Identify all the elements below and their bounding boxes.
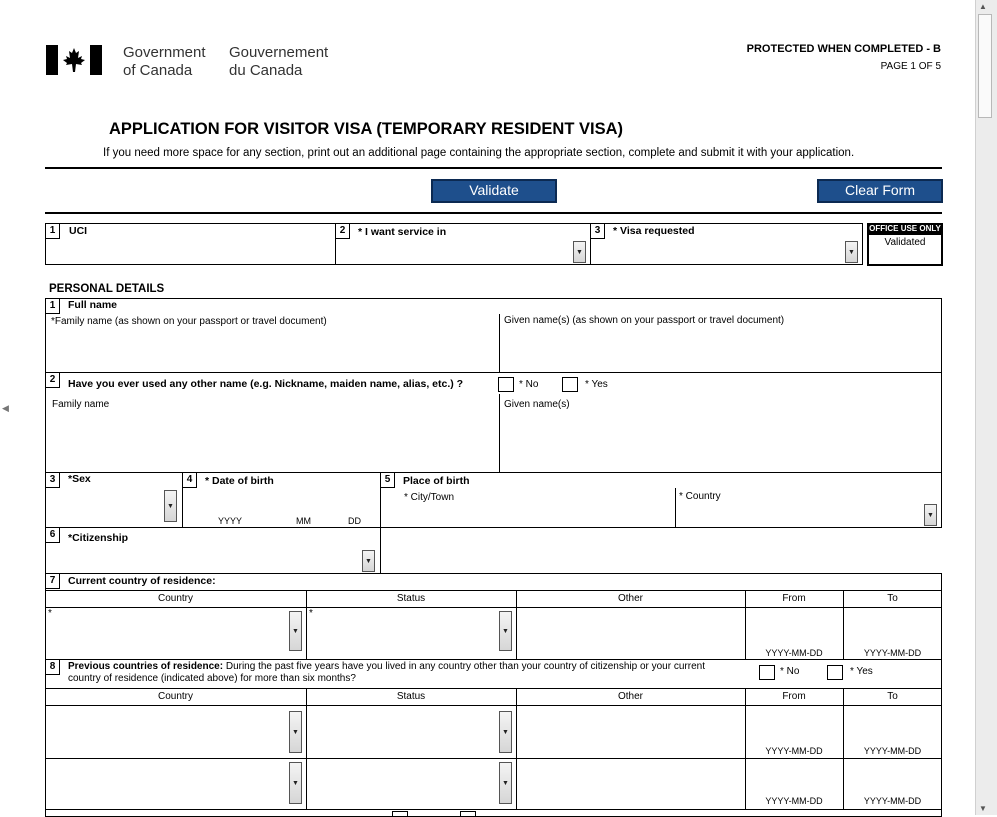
q7-col-to: To <box>887 593 898 604</box>
q8-vline-1 <box>306 688 307 810</box>
q8-row2-country-dropdown[interactable]: ▼ <box>289 762 302 804</box>
q8-header-top <box>45 688 942 689</box>
q8-vline-2 <box>516 688 517 810</box>
previous-residence-label-rest: During the past five years have you lived in any country other than your country of citizenship or your current <box>223 661 705 672</box>
visa-requested-dropdown[interactable]: ▼ <box>845 241 858 263</box>
citizenship-number: 6 <box>46 528 60 543</box>
q8-row1-from-format: YYYY-MM-DD <box>765 746 823 756</box>
current-residence-number: 7 <box>46 574 60 589</box>
q8-header-bottom <box>45 705 942 706</box>
scroll-up-icon[interactable]: ▲ <box>979 2 987 11</box>
office-use-label: OFFICE USE ONLY <box>867 223 943 235</box>
other-given-name-label: Given name(s) <box>504 399 570 410</box>
form-title: APPLICATION FOR VISITOR VISA (TEMPORARY RESIDENT VISA) <box>109 120 623 138</box>
uci-label: UCI <box>69 225 88 237</box>
uci-number: 1 <box>46 224 60 239</box>
q8-col-status: Status <box>396 691 426 702</box>
q8-col-from: From <box>782 691 806 702</box>
q7-header-bottom <box>45 607 942 608</box>
full-name-divider <box>499 314 500 373</box>
form-page <box>12 0 975 815</box>
q8-row2-from-format: YYYY-MM-DD <box>765 796 823 806</box>
q7-to-format: YYYY-MM-DD <box>863 648 922 658</box>
q8-row2-status-dropdown[interactable]: ▼ <box>499 762 512 804</box>
title-divider <box>45 167 942 169</box>
other-name-divider <box>499 394 500 473</box>
other-name-number: 2 <box>46 373 60 388</box>
next-question-checkbox-1[interactable] <box>392 811 408 817</box>
family-name-input[interactable] <box>46 330 498 371</box>
previous-residence-label <box>68 661 705 672</box>
visa-requested-label: * Visa requested <box>613 225 695 237</box>
q7-col-from: From <box>782 593 806 604</box>
q8-row1-country-dropdown[interactable]: ▼ <box>289 711 302 753</box>
uci-field[interactable] <box>45 223 336 265</box>
button-divider <box>45 212 942 214</box>
other-name-yes-label: * Yes <box>585 379 608 390</box>
dob-number: 4 <box>183 473 197 488</box>
current-residence-label: Current country of residence: <box>68 575 216 587</box>
pob-label: Place of birth <box>403 475 470 487</box>
service-language-number: 2 <box>336 224 350 239</box>
previous-residence-number: 8 <box>46 660 60 675</box>
validated-label: Validated <box>884 237 926 248</box>
q8-row1-status-dropdown[interactable]: ▼ <box>499 711 512 753</box>
q7-vline-2 <box>516 590 517 660</box>
clear-form-button[interactable]: Clear Form <box>817 179 943 203</box>
personal-details-title: PERSONAL DETAILS <box>49 283 165 295</box>
q7-status-dropdown[interactable]: ▼ <box>499 611 512 651</box>
visa-requested-number: 3 <box>591 224 605 239</box>
other-name-label: Have you ever used any other name (e.g. Nickname, maiden name, alias, etc.) ? <box>68 378 464 390</box>
sex-label: *Sex <box>68 473 91 485</box>
canada-flag-icon <box>46 45 102 75</box>
gov-fr-line1: Gouvernement <box>229 44 329 61</box>
other-name-no-label: * No <box>519 379 539 390</box>
q7-from-format: YYYY-MM-DD <box>765 648 823 658</box>
page-indicator: PAGE 1 OF 5 <box>880 61 941 72</box>
instructions: If you need more space for any section, print out an additional page containing the appropriate section, complete and submit it with your application. <box>103 147 855 159</box>
q7-vline-1 <box>306 590 307 660</box>
q7-col-status: Status <box>396 593 426 604</box>
q7-country-dropdown[interactable]: ▼ <box>289 611 302 651</box>
pob-country-dropdown[interactable]: ▼ <box>924 504 937 526</box>
pob-city-label: * City/Town <box>404 492 455 503</box>
next-question-peek <box>45 809 942 817</box>
sex-number: 3 <box>46 473 60 488</box>
scroll-down-icon[interactable]: ▼ <box>979 804 987 813</box>
previous-residence-label-bold: Previous countries of residence: <box>68 661 224 672</box>
validate-button[interactable]: Validate <box>431 179 557 203</box>
q8-row2-to-format: YYYY-MM-DD <box>863 796 922 806</box>
sex-dob-pob-block <box>45 472 942 528</box>
citizenship-label: *Citizenship <box>68 532 129 544</box>
service-language-dropdown[interactable]: ▼ <box>573 241 586 263</box>
family-name-label: *Family name (as shown on your passport or travel document) <box>51 316 327 327</box>
next-question-checkbox-2[interactable] <box>460 811 476 817</box>
q8-col-country: Country <box>157 691 193 702</box>
pob-city-country-divider <box>675 488 676 528</box>
q8-col-other: Other <box>617 691 643 702</box>
full-name-number: 1 <box>46 299 60 314</box>
previous-residence-label-line2: country of residence (indicated above) for more than six months? <box>68 673 356 684</box>
q8-row-divider <box>45 758 942 759</box>
scrollbar-thumb[interactable] <box>978 14 992 118</box>
prev-residence-no-label: * No <box>780 666 800 677</box>
prev-residence-yes-checkbox[interactable] <box>827 665 843 680</box>
q7-status-required: * <box>309 608 313 619</box>
vertical-scrollbar[interactable] <box>975 0 997 815</box>
dob-label: * Date of birth <box>205 475 274 487</box>
sex-dropdown[interactable]: ▼ <box>164 490 177 522</box>
dob-yyyy: YYYY <box>218 516 243 526</box>
dob-dd: DD <box>348 516 361 526</box>
dob-mm: MM <box>296 516 311 526</box>
prev-residence-yes-label: * Yes <box>850 666 873 677</box>
given-name-label: Given name(s) (as shown on your passport or travel document) <box>504 315 785 326</box>
q7-country-required: * <box>48 608 52 619</box>
q7-col-other: Other <box>617 593 643 604</box>
q8-row1-to-format: YYYY-MM-DD <box>863 746 922 756</box>
pob-number: 5 <box>381 473 395 488</box>
protected-label: PROTECTED WHEN COMPLETED - B <box>746 43 941 55</box>
other-family-name-label: Family name <box>52 399 110 410</box>
citizenship-dropdown[interactable]: ▼ <box>362 550 375 572</box>
other-name-yes-checkbox[interactable] <box>562 377 578 392</box>
prev-residence-no-checkbox[interactable] <box>759 665 775 680</box>
pob-country-label: * Country <box>679 491 721 502</box>
left-pane-arrow-icon[interactable]: ◀ <box>2 403 9 413</box>
q8-col-to: To <box>887 691 898 702</box>
gov-en-line2: of Canada <box>123 62 193 79</box>
q7-header-top <box>45 590 942 591</box>
service-language-label: * I want service in <box>358 226 447 238</box>
q7-col-country: Country <box>157 593 193 604</box>
full-name-label: Full name <box>68 299 118 311</box>
gov-en-line1: Government <box>123 44 206 61</box>
gov-fr-line2: du Canada <box>229 62 303 79</box>
given-name-input[interactable] <box>501 330 941 371</box>
other-name-no-checkbox[interactable] <box>498 377 514 392</box>
